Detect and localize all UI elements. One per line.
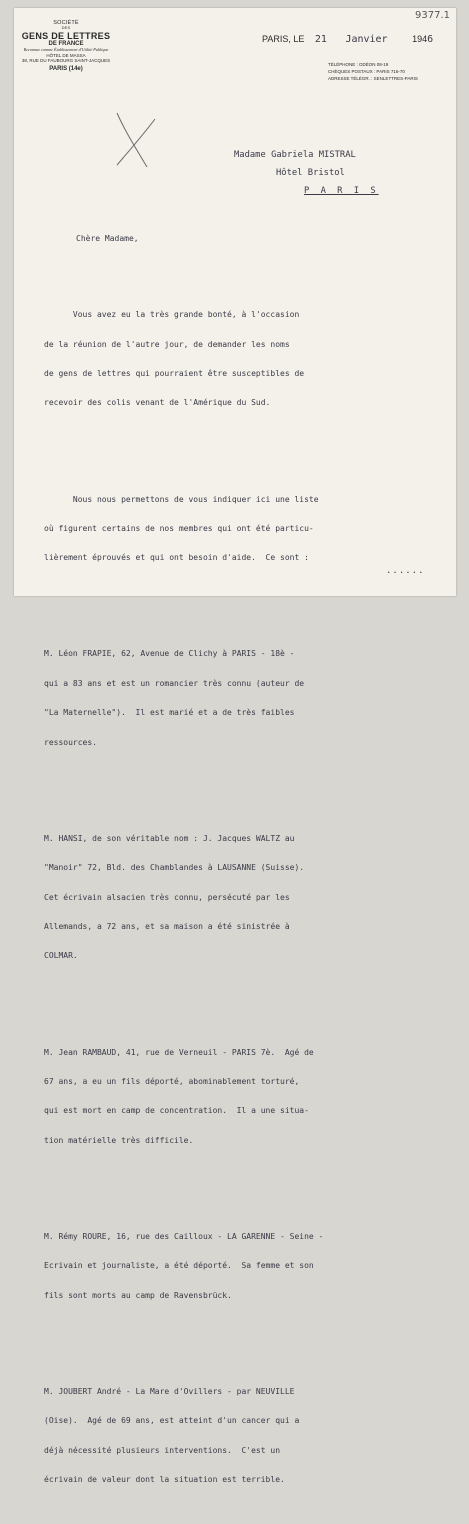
letterhead-france: DE FRANCE	[48, 41, 84, 48]
letterhead-societe: SOCIÉTÉ	[53, 20, 79, 26]
entry-rambaud	[44, 1028, 362, 1165]
letterhead	[14, 20, 118, 73]
letter-page	[14, 8, 456, 1485]
recipient-hotel: Hôtel Bristol	[276, 168, 345, 178]
archive-reference: 9377.1	[415, 10, 450, 21]
paragraph-line: Ecrivain et journaliste, a été déporté. Sa femme et son	[44, 1261, 314, 1271]
paragraph-line: Nous nous permettons de vous indiquer ici une liste	[44, 494, 319, 504]
paragraph-line: qui est mort en camp de concentration. Il a une situa-	[44, 1106, 309, 1116]
recipient-name: Madame Gabriela MISTRAL	[234, 150, 356, 160]
letter-body	[44, 214, 362, 1524]
recipient-address	[234, 146, 379, 200]
contact-cheques: CHÈQUES POSTAUX : PARIS 716-70	[328, 68, 405, 74]
paragraph-line: "La Maternelle"). Il est marié et a de très faibles	[44, 708, 295, 718]
letterhead-paris: PARIS (14e)	[49, 66, 83, 73]
entry-frapie	[44, 630, 362, 767]
paragraph-line: M. Jean RAMBAUD, 41, rue de Verneuil - PARIS 7è. Agé de	[44, 1047, 314, 1057]
contacts-block	[328, 62, 452, 83]
dateline-year-print: 194	[412, 34, 428, 44]
dateline	[262, 34, 433, 45]
paragraph-line: Vous avez eu la très grande bonté, à l'occasion	[44, 310, 300, 320]
paragraph-line: 67 ans, a eu un fils déporté, abominablement torturé,	[44, 1076, 300, 1086]
letterhead-des: DES	[61, 25, 71, 31]
pencil-cross-mark	[109, 111, 159, 171]
entry-hansi	[44, 814, 362, 981]
paragraph-line: fils sont morts au camp de Ravensbrück.	[44, 1290, 232, 1300]
dateline-prefix: PARIS, LE	[262, 34, 305, 44]
contact-telephone: TÉLÉPHONE : ODÉON 08-19	[328, 62, 389, 67]
paragraph-line: M. HANSI, de son véritable nom : J. Jacques WALTZ au	[44, 833, 295, 843]
paragraph-line: ressources.	[44, 737, 97, 747]
paragraph-line: Allemands, a 72 ans, et sa maison a été sinistrée à	[44, 921, 290, 931]
paragraph-line: écrivain de valeur dont la situation est terrible.	[44, 1475, 285, 1485]
paragraph-line: qui a 83 ans et est un romancier très connu (auteur de	[44, 678, 305, 688]
letterhead-hotel: HÔTEL DE MASSA	[46, 52, 86, 58]
paragraph-line: Cet écrivain alsacien très connu, persécuté par les	[44, 892, 290, 902]
paragraph-line: de la réunion de l'autre jour, de demander les noms	[44, 339, 290, 349]
paragraph-line: lièrement éprouvés et qui ont besoin d'aide. Ce sont :	[44, 553, 309, 563]
paragraph-list-intro	[44, 475, 362, 583]
paragraph-line: déjà nécessité plusieurs interventions. C'est un	[44, 1445, 281, 1455]
paragraph-line: (Oise). Agé de 69 ans, est atteint d'un cancer qui a	[44, 1416, 300, 1426]
contact-telegraph: ADRESSE TÉLÉGR. : SENLETTRES-PARIS	[328, 75, 418, 81]
recipient-city: P A R I S	[304, 186, 379, 196]
letterhead-reconnue: Reconnue comme Établissement d'Utilité Publique	[23, 47, 109, 53]
dateline-month: Janvier	[345, 34, 388, 45]
paragraph-intro	[44, 291, 362, 428]
continuation-dots: ......	[386, 566, 425, 576]
letterhead-street: 38, RUE DU FAUBOURG SAINT-JACQUES	[21, 58, 111, 64]
paragraph-line: M. JOUBERT André - La Mare d'Ovillers - par NEUVILLE	[44, 1386, 295, 1396]
dateline-year-hand: 6	[427, 34, 434, 45]
paragraph-line: M. Léon FRAPIE, 62, Avenue de Clichy à PARIS - 18è -	[44, 649, 295, 659]
letterhead-name: GENS DE LETTRES	[21, 30, 111, 41]
entry-joubert	[44, 1367, 362, 1504]
entry-roure	[44, 1212, 362, 1320]
dateline-day: 21	[314, 34, 327, 45]
paragraph-line: M. Rémy ROURE, 16, rue des Cailloux - LA GARENNE - Seine -	[44, 1231, 324, 1241]
paragraph-line: de gens de lettres qui pourraient être susceptibles de	[44, 368, 305, 378]
paragraph-line: tion matérielle très difficile.	[44, 1135, 194, 1145]
paragraph-line: "Manoir" 72, Bld. des Chamblandes à LAUSANNE (Suisse).	[44, 863, 305, 873]
paragraph-line: recevoir des colis venant de l'Amérique du Sud.	[44, 398, 271, 408]
paragraph-line: où figurent certains de nos membres qui ont été particu-	[44, 523, 314, 533]
paragraph-line: COLMAR.	[44, 951, 78, 961]
salutation: Chère Madame,	[76, 233, 139, 243]
